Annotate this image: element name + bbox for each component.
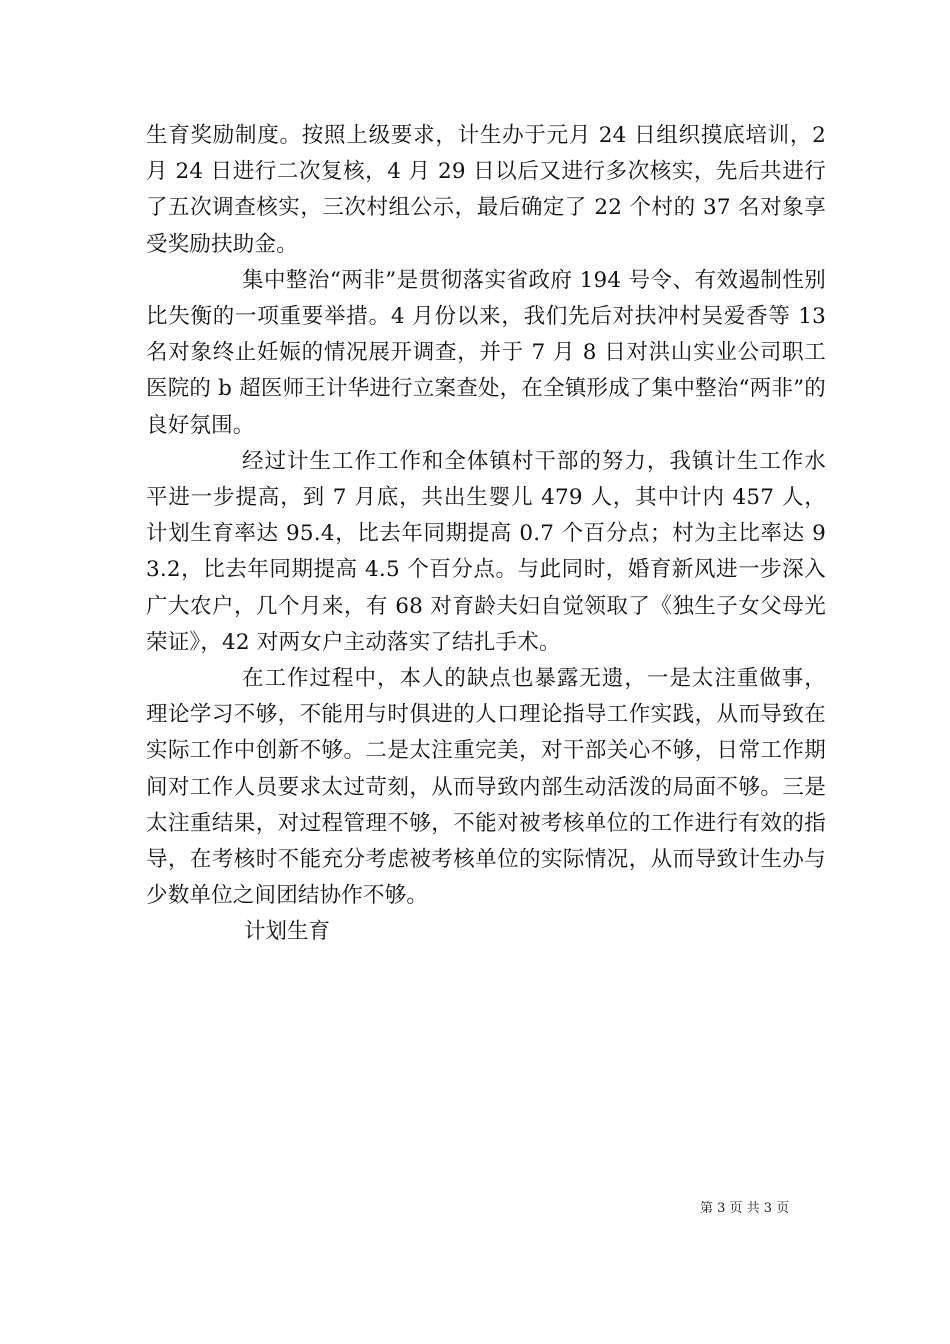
paragraph-4: 在工作过程中，本人的缺点也暴露无遗，一是太注重做事，理论学习不够，不能用与时俱进的人口理论指导工作实践，从而导致在实际工作中创新不够。二是太注重完美，对干部关心不够，日常工作期间对工作人员要求太过苛刻，从而导致内部生动活泼的局面不够。三是太注重结果，对过程管理不够，不能对被考核单位的工作进行有效的指导，在考核时不能充分考虑被考核单位的实际情况，从而导致计生办与少数单位之间团结协作不够。	[146, 666, 826, 909]
paragraph-3: 经过计生工作工作和全体镇村干部的努力，我镇计生工作水平进一步提高，到 7 月底，共出生婴儿 479 人，其中计内 457 人，计划生育率达 95.4，比去年同期提高 0.7 个百分点；村为主比率达 93.2，比去年同期提高 4.5 个百分点。与此同时，婚育新风进一步深入广大农户，几个月来，有 68 对育龄夫妇自觉领取了《独生子女父母光荣证》，42 对两女户主动落实了结扎手术。	[146, 448, 826, 655]
document-body	[146, 118, 826, 951]
closing-line: 计划生育	[244, 919, 331, 945]
paragraph-1: 生育奖励制度。按照上级要求，计生办于元月 24 日组织摸底培训，2 月 24 日进行二次复核，4 月 29 日以后又进行多次核实，先后共进行了五次调查核实，三次村组公示，最后确定了 22 个村的 37 名对象享受奖励扶助金。	[146, 123, 826, 257]
page-number-footer: 第 3 页 共 3 页	[700, 1201, 790, 1216]
paragraph-2: 集中整治“两非”是贯彻落实省政府 194 号令、有效遏制性别比失衡的一项重要举措。4 月份以来，我们先后对扶冲村吴爱香等 13 名对象终止妊娠的情况展开调查，并于 7 月 8 日对洪山实业公司职工医院的 b 超医师王计华进行立案查处，在全镇形成了集中整治“两非”的良好氛围。	[146, 267, 826, 438]
